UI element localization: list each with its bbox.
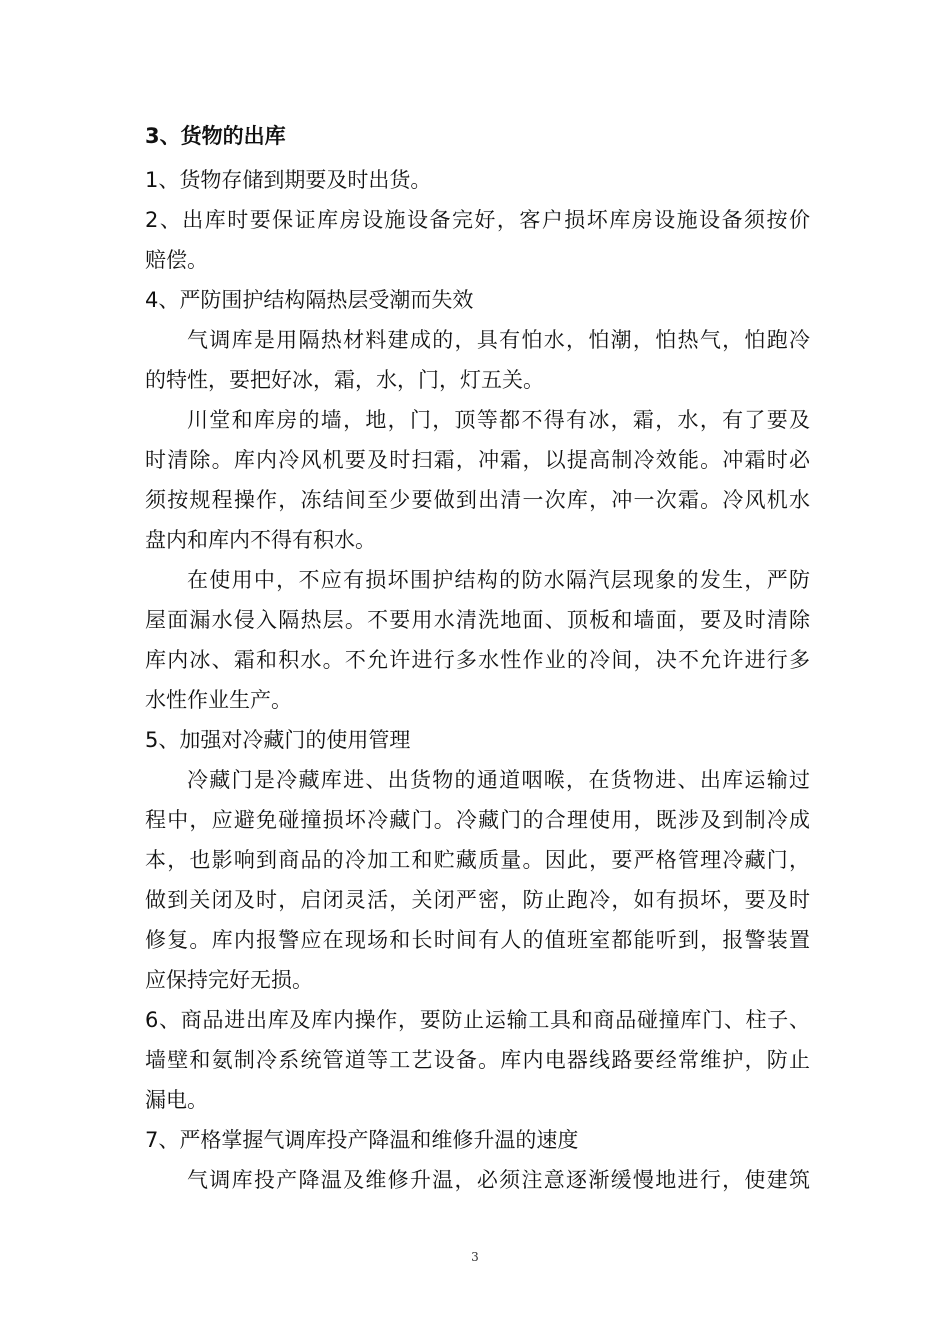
paragraph-line: 库内冰、霜和积水。不允许进行多水性作业的冷间，决不允许进行多 <box>145 648 810 672</box>
paragraph-line: 冷藏门是冷藏库进、出货物的通道咽喉，在货物进、出库运输过 <box>187 768 810 792</box>
paragraph-line: 7、严格掌握气调库投产降温和维修升温的速度 <box>145 1128 579 1152</box>
paragraph-line: 墙壁和氨制冷系统管道等工艺设备。库内电器线路要经常维护，防止 <box>145 1048 810 1072</box>
paragraph-line: 川堂和库房的墙，地，门，顶等都不得有冰，霜，水，有了要及 <box>187 408 810 432</box>
paragraph-line: 4、严防围护结构隔热层受潮而失效 <box>145 288 474 312</box>
paragraph-line: 本，也影响到商品的冷加工和贮藏质量。因此，要严格管理冷藏门， <box>145 848 810 872</box>
paragraph-line: 的特性，要把好冰，霜，水，门，灯五关。 <box>145 368 544 392</box>
paragraph-line: 在使用中，不应有损坏围护结构的防水隔汽层现象的发生，严防 <box>187 568 810 592</box>
paragraph-line: 盘内和库内不得有积水。 <box>145 528 376 552</box>
paragraph-line: 屋面漏水侵入隔热层。不要用水清洗地面、顶板和墙面，要及时清除 <box>145 608 810 632</box>
paragraph-line: 气调库是用隔热材料建成的，具有怕水，怕潮，怕热气，怕跑冷 <box>187 328 810 352</box>
paragraph-line: 漏电。 <box>145 1088 208 1112</box>
paragraph-line: 修复。库内报警应在现场和长时间有人的值班室都能听到，报警装置 <box>145 928 810 952</box>
paragraph-line: 做到关闭及时，启闭灵活，关闭严密，防止跑冷，如有损坏，要及时 <box>145 888 810 912</box>
paragraph-line: 水性作业生产。 <box>145 688 292 712</box>
paragraph-line: 赔偿。 <box>145 248 208 272</box>
paragraph-line: 气调库投产降温及维修升温，必须注意逐渐缓慢地进行，使建筑 <box>187 1168 810 1192</box>
paragraph-line: 时清除。库内冷风机要及时扫霜，冲霜，以提高制冷效能。冲霜时必 <box>145 448 810 472</box>
paragraph-line: 6、商品进出库及库内操作，要防止运输工具和商品碰撞库门、柱子、 <box>145 1008 810 1032</box>
section-heading: 3、货物的出库 <box>145 124 286 148</box>
page-content <box>145 116 810 1200</box>
paragraph-line: 程中，应避免碰撞损坏冷藏门。冷藏门的合理使用，既涉及到制冷成 <box>145 808 810 832</box>
paragraph-line: 2、出库时要保证库房设施设备完好，客户损坏库房设施设备须按价 <box>145 208 810 232</box>
paragraph-line: 5、加强对冷藏门的使用管理 <box>145 728 411 752</box>
paragraph-line: 1、货物存储到期要及时出货。 <box>145 168 432 192</box>
page-number: 3 <box>471 1250 479 1264</box>
paragraph-line: 应保持完好无损。 <box>145 968 313 992</box>
paragraph-line: 须按规程操作，冻结间至少要做到出清一次库，冲一次霜。冷风机水 <box>145 488 810 512</box>
